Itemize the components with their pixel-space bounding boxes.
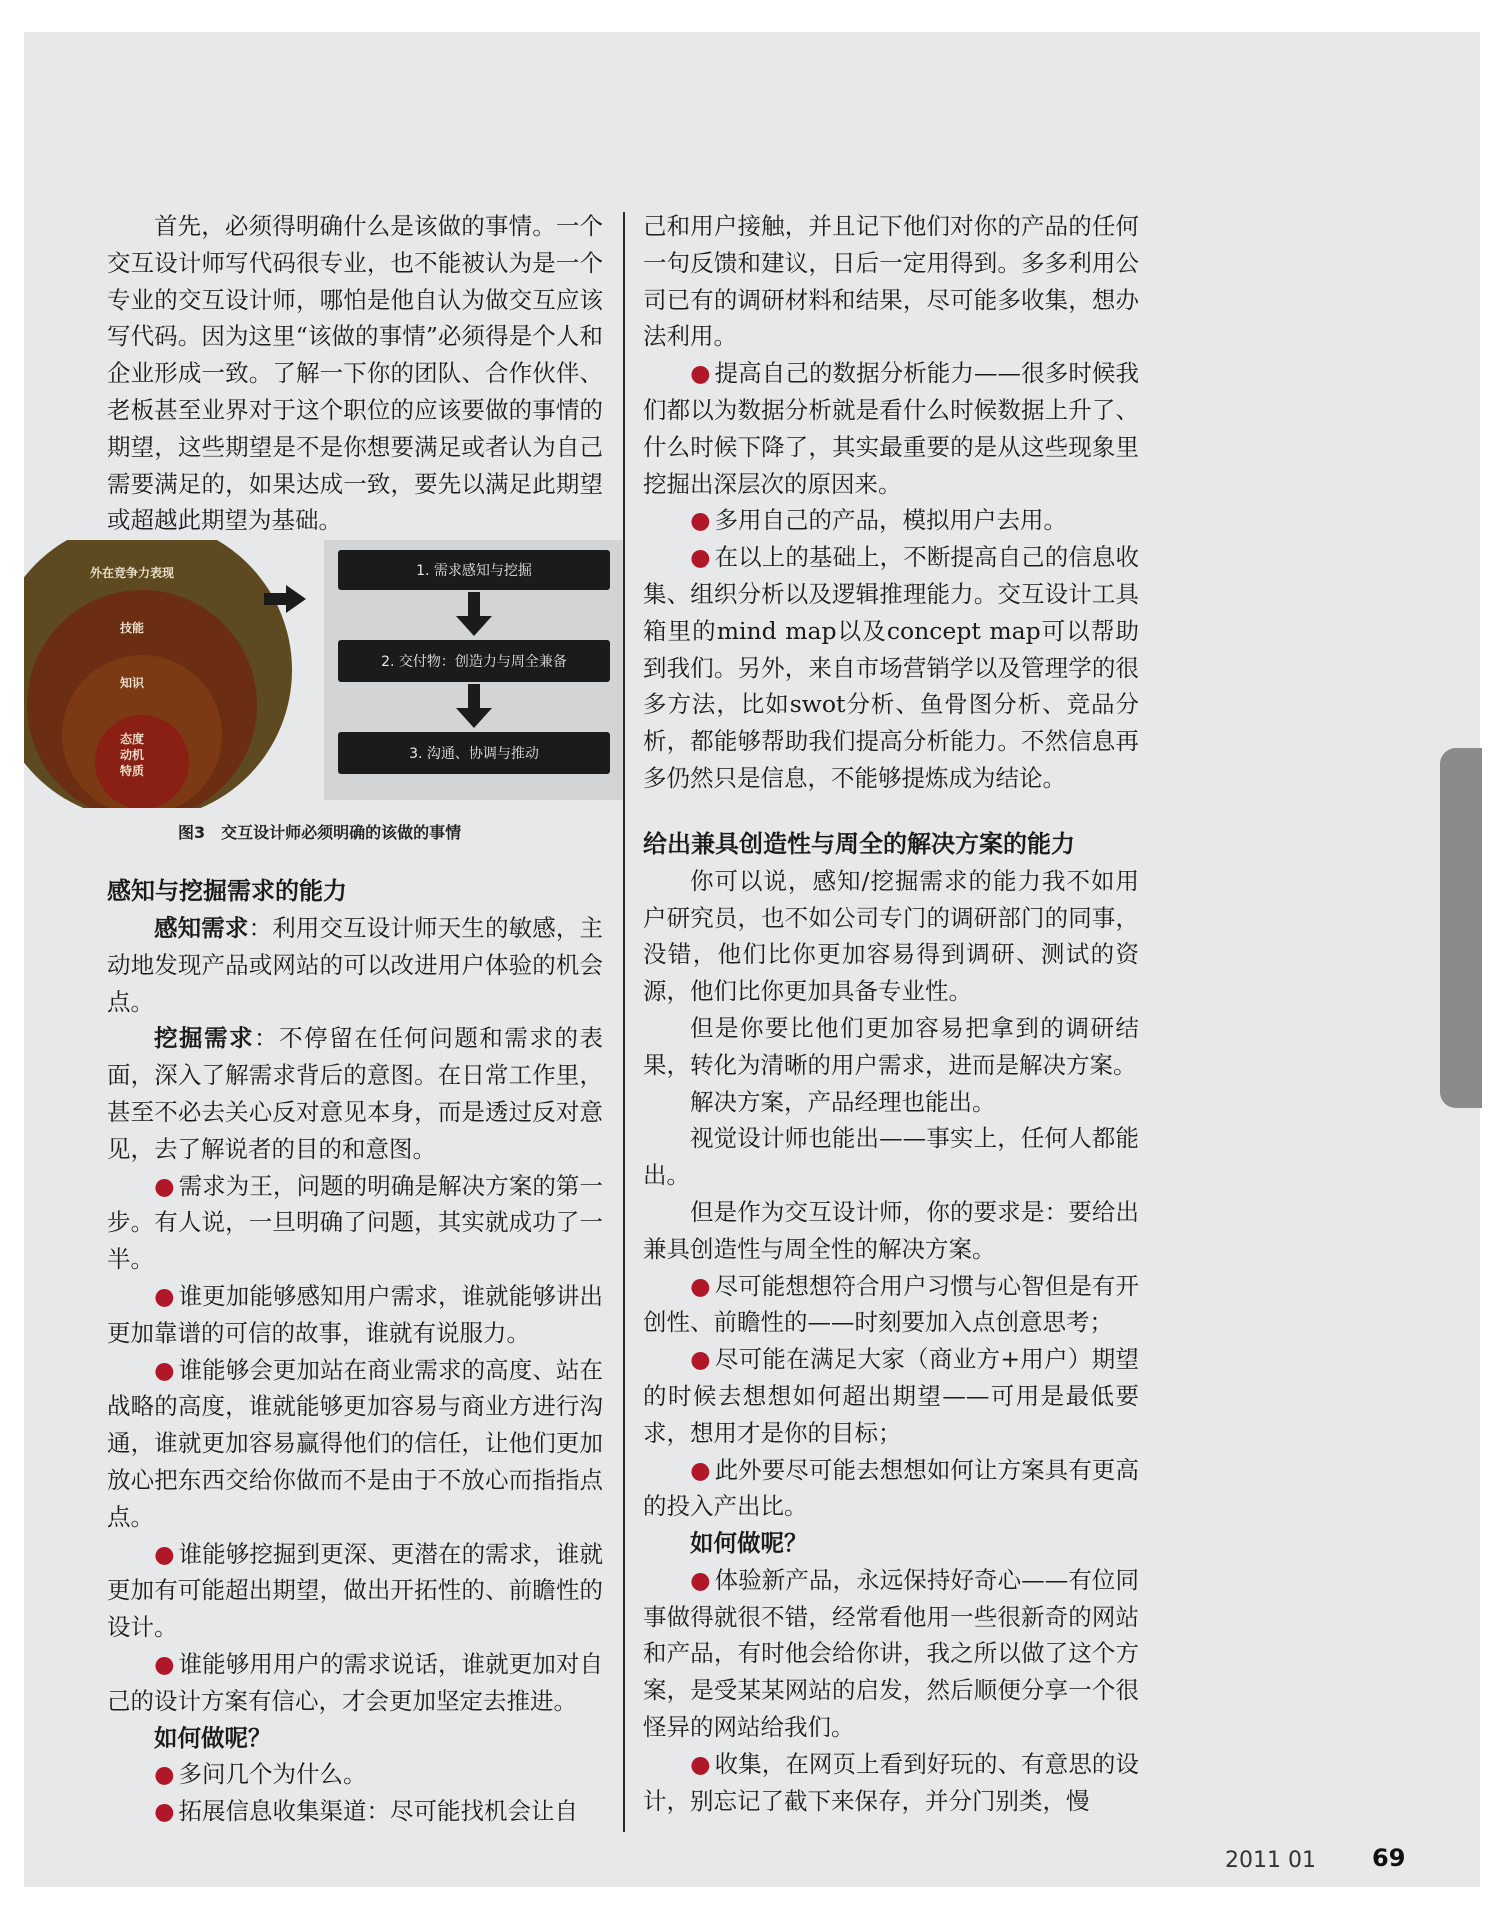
figure-caption: 图3 交互设计师必须明确的该做的事情	[178, 823, 462, 842]
bullet-icon: ●	[690, 1455, 711, 1484]
bullet-icon: ●	[154, 1281, 175, 1310]
bullet-item: ● 需求为王，问题的明确是解决方案的第一步。有人说，一旦明确了问题，其实就成功了一半。	[107, 1171, 603, 1274]
bullet-icon: ●	[154, 1649, 175, 1678]
label-knowledge: 知识	[119, 676, 145, 690]
label-outer: 外在竞争力表现	[89, 566, 175, 580]
bullet-item: ● 尽可能在满足大家（商业方+用户）期望的时候去想想如何超出期望——可用是最低要求，想用才是你的目标；	[643, 1345, 1139, 1447]
bullet-icon: ●	[690, 1271, 711, 1300]
dig-text: ：不停留在任何问题和需求的表面，深入了解需求背后的意图。在日常工作里，甚至不必去关心反对意见本身，而是透过反对意见，去了解说者的目的和意图。	[107, 1024, 604, 1163]
figure-3	[24, 540, 624, 808]
bullet-item: ● 拓展信息收集渠道：尽可能找机会让自	[154, 1797, 579, 1826]
bullet-item: ● 提高自己的数据分析能力——很多时候我们都以为数据分析就是看什么时候数据上升了、什么时候下降了，其实最重要的是从这些现象里挖掘出深层次的原因来。	[643, 359, 1139, 498]
bullet-item: ● 谁能够挖掘到更深、更潜在的需求，谁就更加有可能超出期望，做出开拓性的、前瞻性的设计。	[107, 1539, 603, 1642]
bullet-icon: ●	[154, 1797, 175, 1826]
step-label-1: 1. 需求感知与挖掘	[416, 563, 532, 579]
bullet-icon: ●	[154, 1355, 175, 1384]
bullet-item: ● 尽可能想想符合用户习惯与心智但是有开创性、前瞻性的——时刻要加入点创意思考；	[643, 1271, 1139, 1337]
bullet-icon: ●	[154, 1539, 175, 1568]
issue-date: 2011 01	[1225, 1848, 1316, 1873]
paragraph: 但是作为交互设计师，你的要求是：要给出兼具创造性与周全性的解决方案。	[643, 1197, 1139, 1263]
label-skill: 技能	[119, 621, 145, 635]
dig-paragraph	[107, 1020, 603, 1167]
bullet-icon: ●	[690, 506, 711, 535]
paragraph: 但是你要比他们更加容易把拿到的调研结果，转化为清晰的用户需求，进而是解决方案。	[643, 1013, 1139, 1079]
bullet-item: ● 谁更加能够感知用户需求，谁就能够讲出更加靠谱的可信的故事，谁就有说服力。	[107, 1281, 603, 1347]
bullet-item: ● 谁能够用用户的需求说话，谁就更加对自己的设计方案有信心，才会更加坚定去推进。	[107, 1649, 603, 1715]
bullet-item: ● 在以上的基础上，不断提高自己的信息收集、组织分析以及逻辑推理能力。交互设计工具箱里的mind map以及concept map可以帮助到我们。另外，来自市场营销学以及管理学的很多方法，比如swot分析、鱼骨图分析、竞品分析，都能够帮助我们提高分析能力。不然信息再多仍然只是信息，不能够提炼成为结论。	[643, 543, 1139, 792]
step-label-2: 2. 交付物：创造力与周全兼备	[381, 654, 567, 670]
label-motive: 动机	[119, 748, 145, 762]
bullet-icon: ●	[690, 359, 711, 388]
paragraph: 你可以说，感知/挖掘需求的能力我不如用户研究员，也不如公司专门的调研部门的同事，没错，他们比你更加容易得到调研、测试的资源，他们比你更加具备专业性。	[643, 866, 1139, 1006]
how-heading-right: 如何做呢？	[690, 1529, 808, 1558]
bullet-item: ● 体验新产品，永远保持好奇心——有位同事做得就很不错，经常看他用一些很新奇的网站和产品，有时他会给你讲，我之所以做了这个方案，是受某某网站的启发，然后顺便分享一个很怪异的网站给我们。	[643, 1565, 1139, 1742]
bullet-icon: ●	[154, 1760, 175, 1789]
bullet-icon: ●	[690, 1565, 711, 1594]
label-attitude: 态度	[119, 732, 145, 746]
page-number: 69	[1372, 1844, 1406, 1872]
column-divider	[623, 212, 625, 1832]
paragraph: 解决方案，产品经理也能出。	[690, 1087, 996, 1116]
label-trait: 特质	[119, 764, 145, 778]
bullet-item: ● 多问几个为什么。	[154, 1760, 367, 1789]
bullet-item: ● 谁能够会更加站在商业需求的高度、站在战略的高度，谁就能够更加容易与商业方进行沟通，谁就更加容易赢得他们的信任，让他们更加放心把东西交给你做而不是由于不放心而指指点点。	[107, 1355, 603, 1531]
bullet-icon: ●	[690, 1345, 711, 1374]
perceive-text: ：利用交互设计师天生的敏感，主动地发现产品或网站的可以改进用户体验的机会点。	[107, 914, 604, 1016]
left-column-top	[107, 208, 603, 539]
bullet-icon: ●	[690, 543, 711, 572]
left-column-section	[107, 872, 603, 1830]
dig-label: 挖掘需求	[154, 1024, 255, 1053]
bullet-icon: ●	[690, 1749, 711, 1778]
paragraph: 视觉设计师也能出——事实上，任何人都能出。	[643, 1124, 1139, 1190]
perceive-paragraph	[107, 910, 603, 1020]
bullet-item: ● 多用自己的产品，模拟用户去用。	[690, 506, 1068, 535]
intro-paragraph: 首先，必须得明确什么是该做的事情。一个交互设计师写代码很专业，也不能被认为是一个专业的交互设计师，哪怕是他自认为做交互应该写代码。因为这里“该做的事情”必须得是个人和企业形成一致。了解一下你的团队、合作伙伴、老板甚至业界对于这个职位的应该要做的事情的期望，这些期望是不是你想要满足或者认为自己需要满足的，如果达成一致，要先以满足此期望或超越此期望为基础。	[107, 212, 603, 535]
bullet-item: ● 收集，在网页上看到好玩的、有意思的设计，别忘记了截下来保存，并分门别类，慢	[643, 1749, 1139, 1815]
bullet-icon: ●	[154, 1171, 175, 1200]
section-heading-1: 感知与挖掘需求的能力	[107, 877, 347, 905]
continued-paragraph: 己和用户接触，并且记下他们对你的产品的任何一句反馈和建议，日后一定用得到。多多利用公司已有的调研材料和结果，尽可能多收集，想办法利用。	[643, 212, 1139, 351]
step-label-3: 3. 沟通、协调与推动	[409, 746, 539, 762]
section-heading-2: 给出兼具创造性与周全的解决方案的能力	[643, 829, 1075, 858]
perceive-label: 感知需求	[154, 914, 249, 942]
section-tab	[1440, 748, 1482, 1108]
right-column	[643, 208, 1139, 1819]
bullet-item: ● 此外要尽可能去想想如何让方案具有更高的投入产出比。	[643, 1455, 1139, 1521]
how-heading-left: 如何做呢？	[154, 1723, 272, 1752]
